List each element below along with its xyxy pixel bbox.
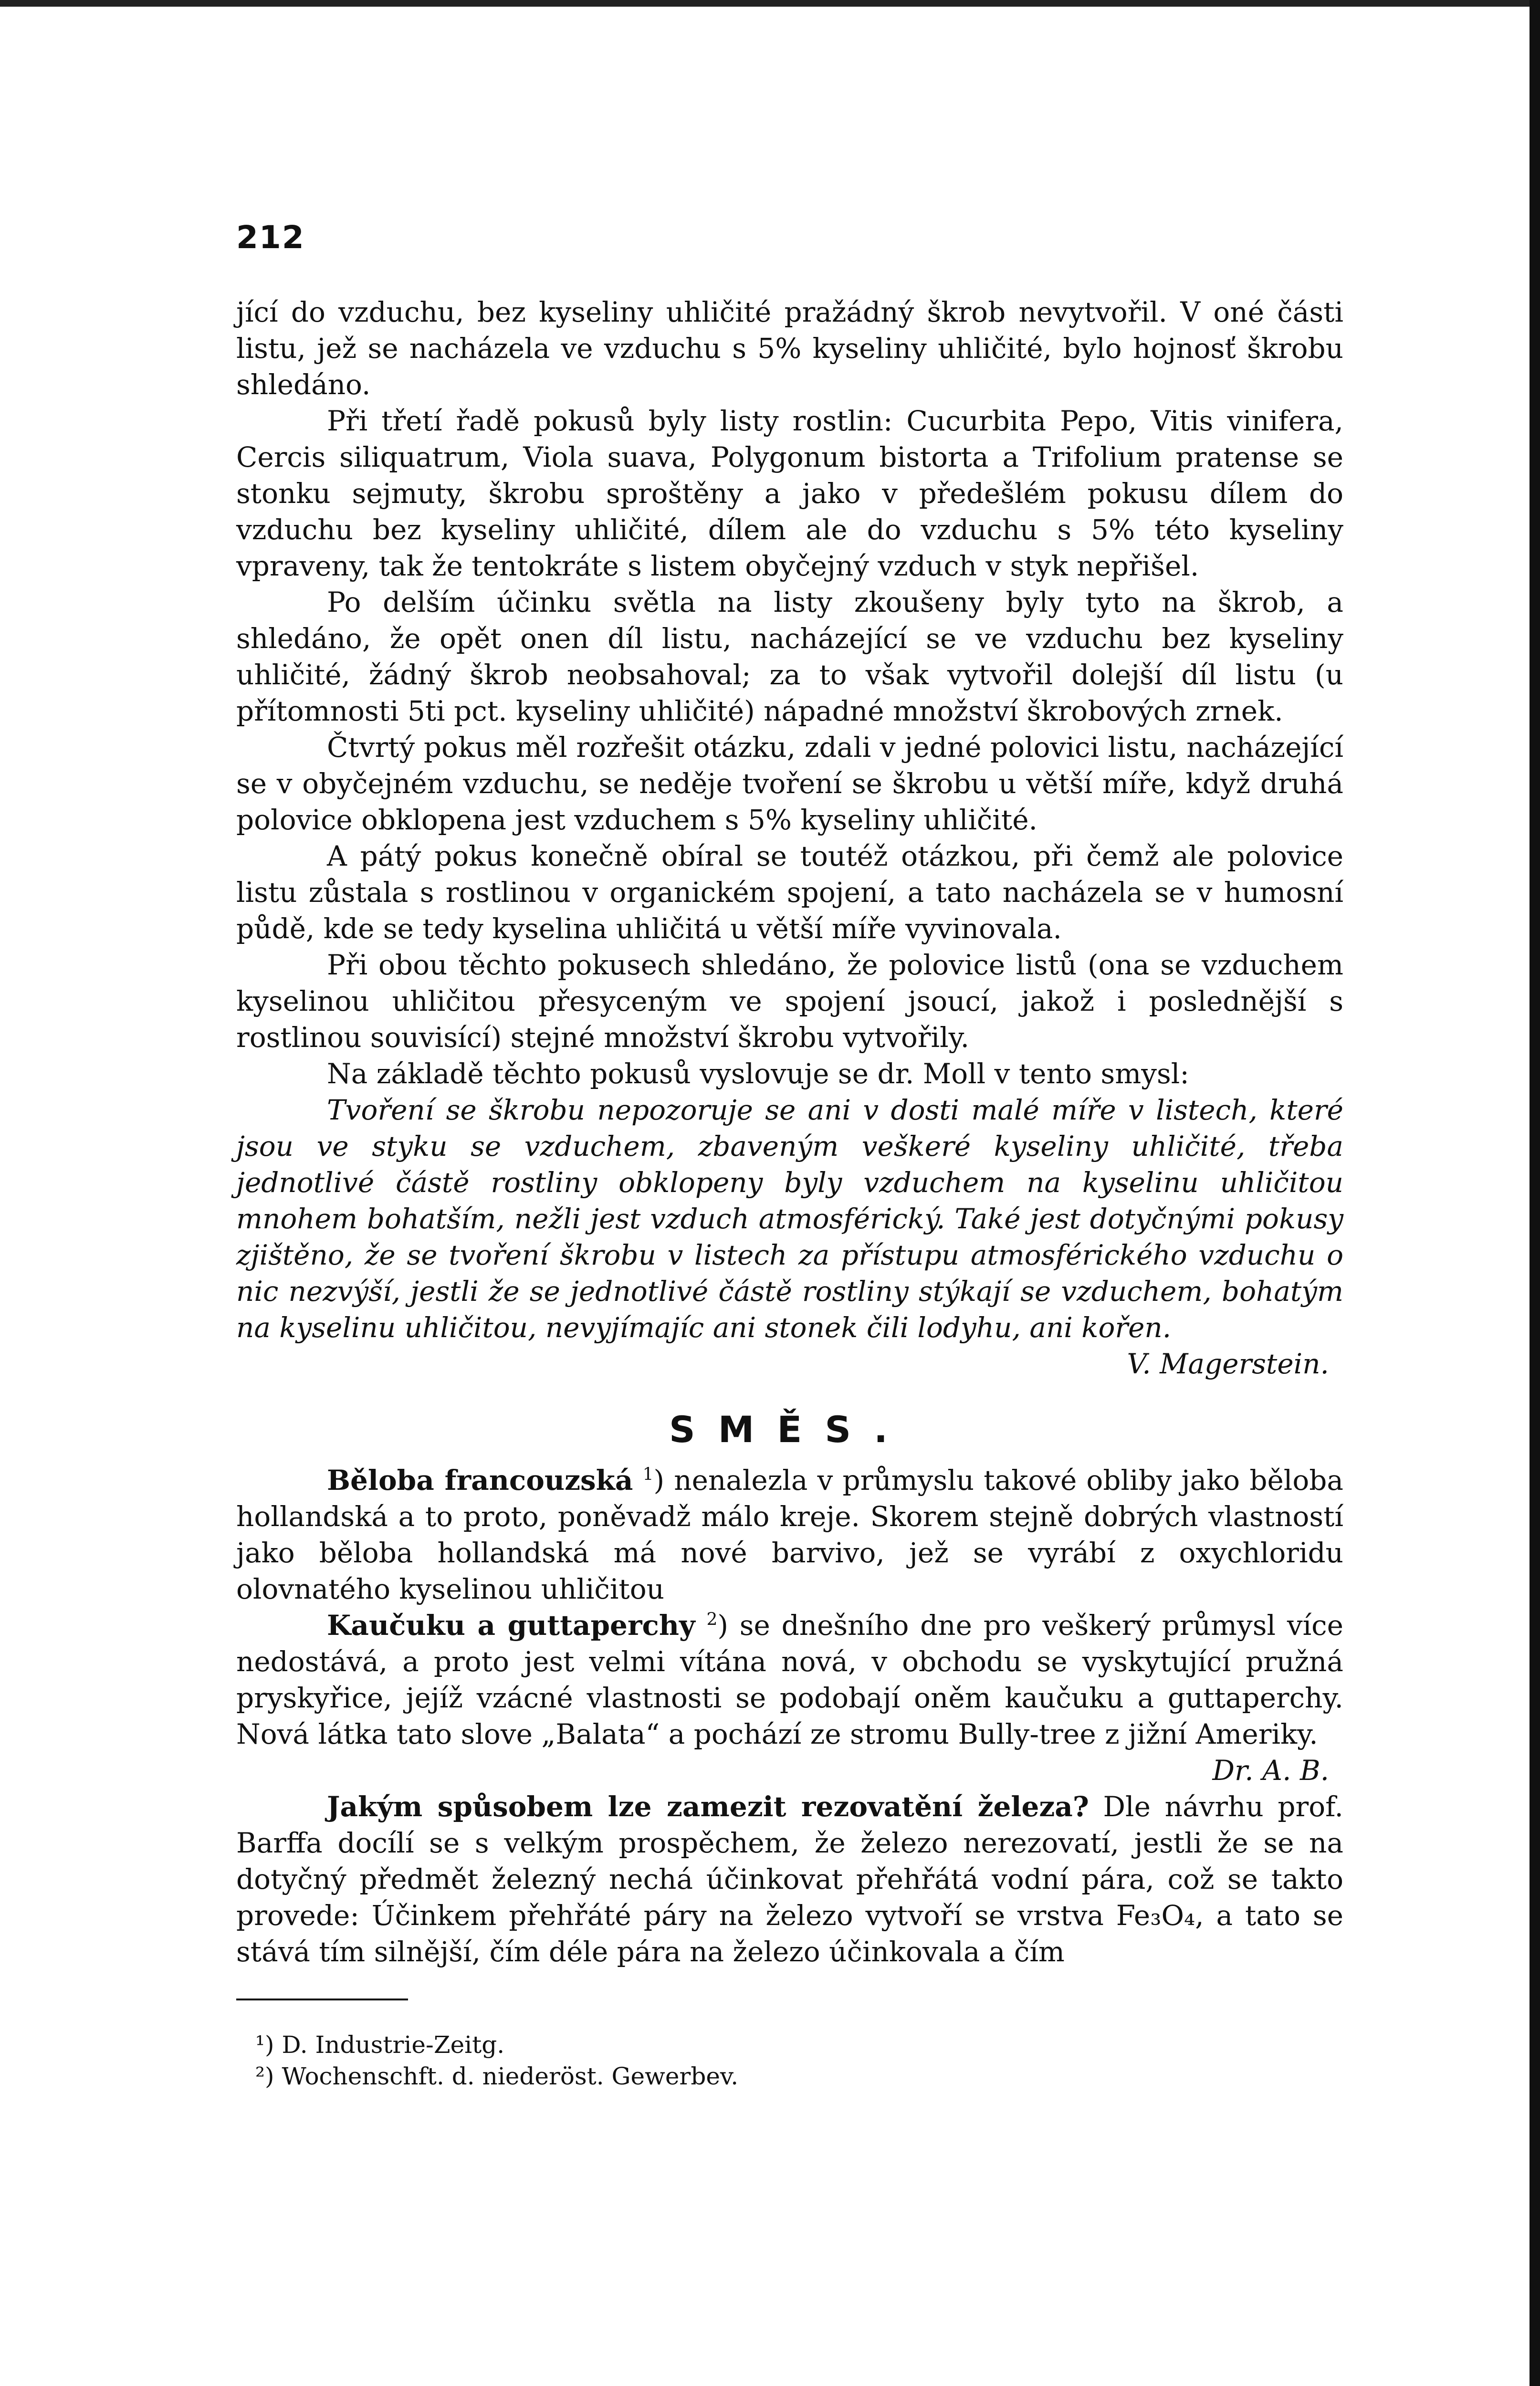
- page-number: 212: [236, 219, 305, 256]
- paragraph-2: Při třetí řadě pokusů byly listy rostlin: Cucurbita Pepo, Vitis vinifera, Cercis siliquatrum, Viola suava, Polygonum bistorta a Trifolium pratense se stonku sejmuty, škrobu sproštěny a jako v předešlém pokusu dílem do vzduchu bez kyseliny uhličité, dílem ale do vzduchu s 5% této kyseliny vpraveny, tak že tentokráte s listem obyčejný vzduch v styk nepřišel.: [236, 405, 1343, 582]
- article-1-text: nenalezla v průmyslu takové obliby jako běloba hollandská a to proto, poněvadž málo kreje. Skorem stejně dobrých vlastností jako běloba hollandská má nové barvivo, jež se vyrábí z oxychloridu olovnatého kyselinou uhličitou: [236, 1464, 1343, 1605]
- footnote-rule: [236, 1999, 408, 2000]
- article-2-title: Kaučuku a guttaperchy: [327, 1609, 695, 1642]
- paragraph-7: Na základě těchto pokusů vyslovuje se dr. Moll v tento smysl:: [327, 1057, 1189, 1090]
- article-2: Kaučuku a guttaperchy $^2$) se dnešního dne pro veškerý průmysl více nedostává, a proto jest velmi vítána nová, v obchodu se vyskytující pružná pryskyřice, jejíž vzácné vlastnosti se podobají oněm kaučuku a guttaperchy. Nová látka tato slove „Balata“ a pochází ze stromu Bully-tree z jižní Ameriky.: [236, 1609, 1343, 1750]
- article-1-title: Běloba francouzská: [327, 1464, 633, 1496]
- article-1: Běloba francouzská $^1$) nenalezla v průmyslu takové obliby jako běloba hollandská a to proto, poněvadž málo kreje. Skorem stejně dobrých vlastností jako běloba hollandská má nové barvivo, jež se vyrábí z oxychloridu olovnatého kyselinou uhličitou: [236, 1464, 1343, 1605]
- signature-dr-ab: Dr. A. B.: [1212, 1754, 1329, 1787]
- article-3-text: Dle návrhu prof. Barffa docílí se s velkým prospěchem, že železo nerezovatí, jestli že se na dotyčný předmět železný nechá účinkovat přehřátá vodní pára, což se takto provede: Účinkem přehřáté páry na železo vytvoří se vrstva Fe₃O₄, a tato se stává tím silnější, čím déle pára na železo účinkovala a čím: [236, 1790, 1343, 1968]
- article-3-title: Jakým spůsobem lze zamezit rezovatění železa?: [327, 1790, 1089, 1823]
- footnote-ref-1: 1: [642, 1465, 654, 1485]
- paragraph-6: Při obou těchto pokusech shledáno, že polovice listů (ona se vzduchem kyselinou uhličitou přesyceným ve spojení jsoucí, jakož i poslednější s rostlinou souvisící) stejné množství škrobu vytvořily.: [236, 949, 1343, 1054]
- footnote-ref-2: 2: [706, 1610, 718, 1630]
- paragraph-4: Čtvrtý pokus měl rozřešit otázku, zdali v jedné polovici listu, nacházející se v obyčejném vzduchu, se neděje tvoření se škrobu u větší míře, když druhá polovice obklopena jest vzduchem s 5% kyseliny uhličité.: [236, 731, 1343, 836]
- paragraph-8-conclusion: [236, 1092, 1343, 1346]
- article-2-text: se dnešního dne pro veškerý průmysl více nedostává, a proto jest velmi vítána nová, v obchodu se vyskytující pružná pryskyřice, jejíž vzácné vlastnosti se podobají oněm kaučuku a guttaperchy. Nová látka tato slove „Balata“ a pochází ze stromu Bully-tree z jižní Ameriky.: [236, 1609, 1343, 1750]
- paragraph-1: jící do vzduchu, bez kyseliny uhličité pražádný škrob nevytvořil. V oné části listu, jež se nacházela ve vzduchu s 5% kyseliny uhličité, bylo hojnosť škrobu shledáno.: [236, 296, 1343, 401]
- article-3: [236, 1789, 1343, 1970]
- scan-edge-right: [1530, 0, 1540, 2386]
- paragraph-3: Po delším účinku světla na listy zkoušeny byly tyto na škrob, a shledáno, že opět onen díl listu, nacházející se ve vzduchu bez kyseliny uhličité, žádný škrob neobsahoval; za to však vytvořil dolejší díl listu (u přítomnosti 5ti pct. kyseliny uhličité) nápadné množství škrobových zrnek.: [236, 586, 1343, 727]
- conclusion-text: Tvoření se škrobu nepozoruje se ani v dosti malé míře v listech, které jsou ve styku se vzduchem, zbaveným veškeré kyseliny uhličité, třeba jednotlivé částě rostliny obklopeny byly vzduchem na kyselinu uhličitou mnohem bohatším, nežli jest vzduch atmosférický. Také jest dotyčnými pokusy zjištěno, že se tvoření škrobu v listech za přístupu atmosférického vzduchu o nic nezvýší, jestli že se jednotlivé částě rostliny stýkají se vzduchem, bohatým na kyselinu uhličitou, nevyjímajíc ani stonek čili lodyhu, ani kořen.: [236, 1094, 1343, 1344]
- signature-magerstein: V. Magerstein.: [1127, 1348, 1329, 1380]
- paragraph-5: A pátý pokus konečně obíral se toutéž otázkou, při čemž ale polovice listu zůstala s rostlinou v organickém spojení, a tato nacházela se v humosní půdě, kde se tedy kyselina uhličitá u větší míře vyvinovala.: [236, 840, 1343, 945]
- scan-edge-top: [0, 0, 1540, 7]
- footnote-1: ¹) D. Industrie-Zeitg.: [255, 2031, 505, 2059]
- page-content: [236, 220, 1343, 2092]
- footnote-2: ²) Wochenschft. d. niederöst. Gewerbev.: [255, 2062, 739, 2090]
- section-heading: SMĚS.: [669, 1408, 911, 1451]
